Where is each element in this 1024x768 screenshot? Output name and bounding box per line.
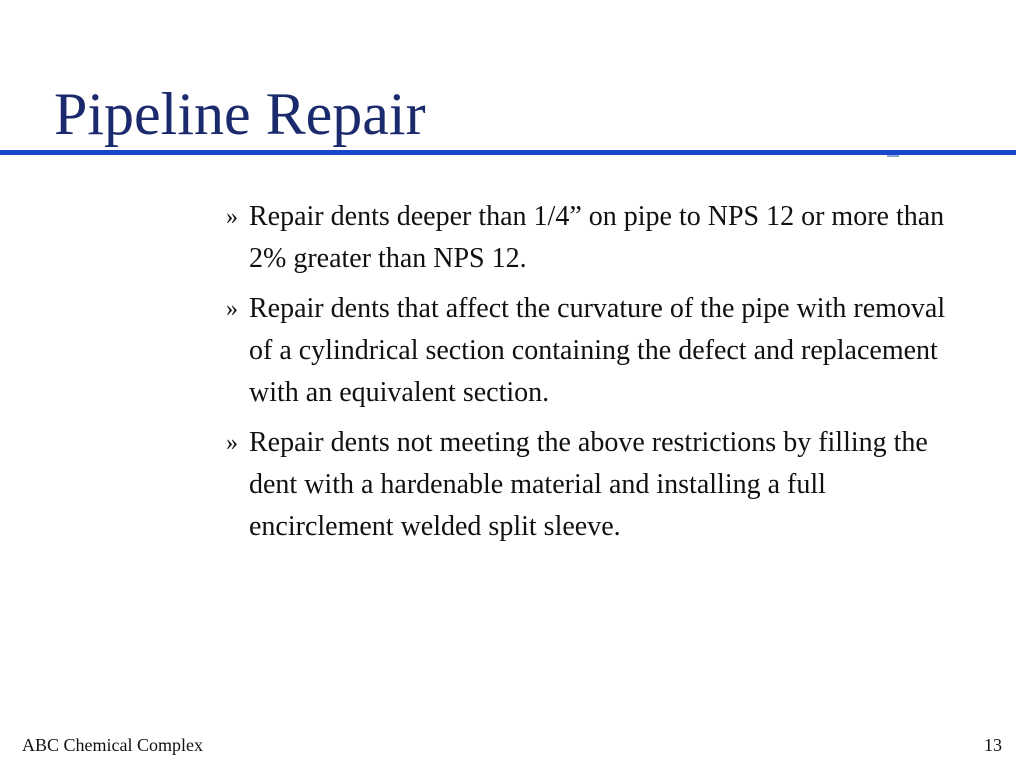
page-number: 13	[984, 735, 1002, 755]
bullet-text: Repair dents not meeting the above restrictions by filling the dent with a hardenable material and installing a full encirclement welded split sleeve.	[249, 427, 928, 542]
slide-title: Pipeline Repair	[54, 81, 426, 147]
bullet-item	[226, 288, 966, 414]
title-underline-tick	[887, 155, 899, 157]
title-underline	[0, 150, 1016, 155]
bullet-item	[226, 196, 966, 280]
footer-organization: ABC Chemical Complex	[22, 735, 203, 755]
bullet-text: Repair dents that affect the curvature of the pipe with removal of a cylindrical section containing the defect and replacement with an equivalent section.	[249, 293, 946, 408]
bullet-list	[226, 196, 966, 556]
bullet-marker-icon: »	[226, 204, 238, 230]
bullet-marker-icon: »	[226, 430, 238, 456]
bullet-item	[226, 422, 966, 548]
bullet-marker-icon: »	[226, 296, 238, 322]
bullet-text: Repair dents deeper than 1/4” on pipe to NPS 12 or more than 2% greater than NPS 12.	[249, 201, 945, 274]
